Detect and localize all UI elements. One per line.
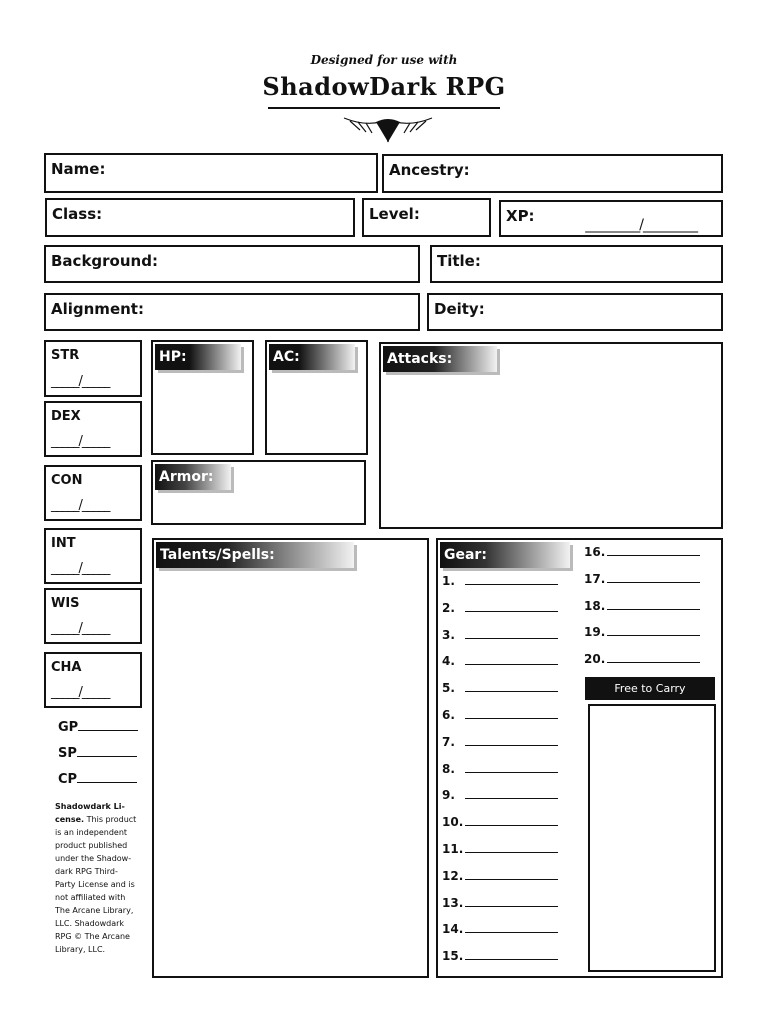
gear-line-blank <box>607 572 700 583</box>
background-label: Background: <box>51 252 158 270</box>
gear-line-blank <box>607 545 700 556</box>
gear-line-number: 18. <box>584 598 606 613</box>
background-field[interactable] <box>44 245 420 283</box>
gear-line-19[interactable] <box>584 625 700 639</box>
gear-line-number: 1. <box>442 574 455 588</box>
stat-dex-label: DEX <box>51 409 81 424</box>
stat-str-label: STR <box>51 348 80 363</box>
gear-line-20[interactable] <box>584 652 700 666</box>
gear-line-blank <box>465 762 558 773</box>
gear-line-17[interactable] <box>584 572 700 586</box>
xp-fraction: _________/_________ <box>585 217 697 233</box>
stat-con-label: CON <box>51 473 83 488</box>
gp-label: GP <box>58 720 79 735</box>
gear-line-blank <box>465 735 558 746</box>
gear-line-15[interactable] <box>442 949 558 963</box>
talents-spells-tab: Talents/Spells: <box>156 542 354 568</box>
gear-line-14[interactable] <box>442 922 558 936</box>
gear-line-number: 13. <box>442 895 464 910</box>
gear-line-number: 19. <box>584 625 606 640</box>
gear-line-blank <box>465 788 558 799</box>
stat-con-box[interactable] <box>44 465 142 521</box>
gear-line-number: 14. <box>442 922 464 937</box>
gear-line-5[interactable] <box>442 681 558 695</box>
gear-line-8[interactable] <box>442 762 558 776</box>
header-rule <box>268 107 500 109</box>
ancestry-label: Ancestry: <box>389 161 470 179</box>
gear-line-4[interactable] <box>442 654 558 668</box>
title-label: Title: <box>437 252 481 270</box>
level-label: Level: <box>369 205 420 223</box>
gear-line-9[interactable] <box>442 788 558 802</box>
gear-line-13[interactable] <box>442 896 558 910</box>
class-label: Class: <box>52 205 103 223</box>
gear-line-blank <box>465 681 558 692</box>
class-field[interactable] <box>45 198 355 237</box>
gear-line-blank <box>465 869 558 880</box>
gear-line-2[interactable] <box>442 601 558 615</box>
license-body: This product is an independent product published under the Shadow- dark RPG Third- Party License and is not affiliated with The Arcane Library, LLC. Shadowdark RPG © The Arcane Library, LLC. <box>55 815 137 954</box>
gear-line-number: 10. <box>442 815 464 830</box>
armor-tab: Armor: <box>155 464 231 490</box>
gear-line-blank <box>465 815 558 826</box>
ac-box[interactable] <box>265 340 368 455</box>
stat-dex-fraction: _____/_____ <box>51 434 110 449</box>
gear-line-blank <box>465 922 558 933</box>
gear-line-3[interactable] <box>442 628 558 642</box>
gear-line-18[interactable] <box>584 599 700 613</box>
gear-line-11[interactable] <box>442 842 558 856</box>
stat-con-fraction: _____/_____ <box>51 498 110 513</box>
gear-line-number: 4. <box>442 654 455 669</box>
stat-str-box[interactable] <box>44 340 142 397</box>
gear-line-number: 17. <box>584 571 606 586</box>
stat-wis-box[interactable] <box>44 588 142 644</box>
cp-field[interactable] <box>58 772 137 787</box>
attacks-tab: Attacks: <box>383 346 497 372</box>
dragon-ornament-icon <box>340 112 436 146</box>
stat-int-fraction: _____/_____ <box>51 561 110 576</box>
gear-line-number: 20. <box>584 652 606 667</box>
gear-line-10[interactable] <box>442 815 558 829</box>
stat-wis-fraction: _____/_____ <box>51 621 110 636</box>
name-field[interactable] <box>44 153 378 193</box>
gear-line-blank <box>465 654 558 665</box>
gear-line-number: 3. <box>442 627 455 642</box>
ancestry-field[interactable] <box>382 154 723 193</box>
gear-line-blank <box>465 896 558 907</box>
deity-label: Deity: <box>434 300 485 318</box>
gear-line-blank <box>465 842 558 853</box>
gear-line-number: 15. <box>442 949 464 964</box>
stat-int-label: INT <box>51 536 76 551</box>
gear-line-number: 2. <box>442 600 455 615</box>
stat-int-box[interactable] <box>44 528 142 584</box>
gp-field[interactable] <box>58 720 138 735</box>
stat-wis-label: WIS <box>51 596 80 611</box>
gear-line-7[interactable] <box>442 735 558 749</box>
stat-dex-box[interactable] <box>44 401 142 457</box>
name-label: Name: <box>51 160 106 178</box>
stat-cha-fraction: _____/_____ <box>51 685 110 700</box>
gear-line-blank <box>465 574 558 585</box>
armor-box[interactable] <box>151 460 366 525</box>
gear-line-number: 6. <box>442 708 455 722</box>
free-to-carry-box[interactable] <box>588 704 716 972</box>
hp-tab: HP: <box>155 344 241 370</box>
ac-tab: AC: <box>269 344 355 370</box>
header-subtitle: Designed for use with <box>310 53 458 67</box>
gear-tab: Gear: <box>440 542 570 568</box>
sp-field[interactable] <box>58 746 137 761</box>
attacks-box[interactable] <box>379 342 723 529</box>
cp-label: CP <box>58 772 78 787</box>
xp-field[interactable] <box>499 200 723 237</box>
talents-spells-box[interactable] <box>152 538 429 978</box>
gear-line-number: 12. <box>442 868 464 883</box>
gear-line-blank <box>465 601 558 612</box>
gear-line-number: 11. <box>442 842 464 856</box>
license-title: Shadowdark Li- cense. <box>55 802 125 824</box>
stat-cha-box[interactable] <box>44 652 142 708</box>
title-field[interactable] <box>430 245 723 283</box>
gear-line-6[interactable] <box>442 708 558 722</box>
gear-line-number: 7. <box>442 734 455 749</box>
gear-line-blank <box>465 708 558 719</box>
gear-line-blank <box>607 652 700 663</box>
header-title: ShadowDark RPG <box>262 72 506 101</box>
gear-line-blank <box>465 628 558 639</box>
stat-cha-label: CHA <box>51 660 82 675</box>
alignment-label: Alignment: <box>51 300 144 318</box>
hp-box[interactable] <box>151 340 254 455</box>
xp-label: XP: <box>506 207 535 225</box>
stat-str-fraction: _____/_____ <box>51 374 110 389</box>
gear-line-blank <box>607 599 700 610</box>
gear-line-blank <box>465 949 558 960</box>
gear-line-number: 8. <box>442 761 455 776</box>
gear-line-number: 9. <box>442 788 455 803</box>
gear-line-16[interactable] <box>584 545 700 559</box>
level-field[interactable] <box>362 198 491 237</box>
free-to-carry-header: Free to Carry <box>585 677 715 700</box>
gear-line-number: 16. <box>584 545 606 559</box>
sp-label: SP <box>58 746 77 761</box>
alignment-field[interactable] <box>44 293 420 331</box>
gear-line-number: 5. <box>442 681 455 696</box>
gear-line-blank <box>607 625 700 636</box>
license-text <box>55 800 137 956</box>
gear-line-1[interactable] <box>442 574 558 588</box>
deity-field[interactable] <box>427 293 723 331</box>
gear-line-12[interactable] <box>442 869 558 883</box>
